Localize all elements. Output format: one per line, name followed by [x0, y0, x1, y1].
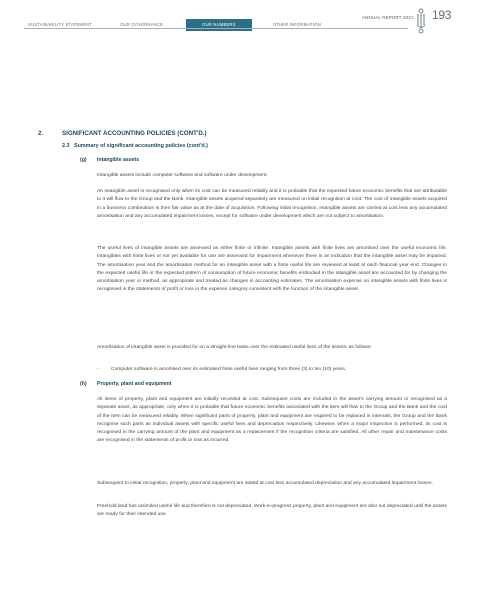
- nav-sustainability-statement[interactable]: SUSTAINABILITY STATEMENT: [28, 22, 93, 27]
- section-number: 2.: [38, 130, 44, 137]
- intangible-paragraph-4: Amortisation of intangible asset is provided for on a straight-line basis over the estimated useful lives of the assets, as follows:: [97, 345, 372, 350]
- bullet-dash: -: [97, 367, 99, 372]
- intangible-letter: (g): [80, 157, 87, 163]
- subsection-number: 2.3: [62, 143, 70, 149]
- ppe-paragraph-3: Freehold land has unlimited useful life and therefore is not depreciated. Work-in-progress property, plant and equipment are also not depreciated until the assets are ready for their intended use.: [97, 504, 447, 518]
- nav-other-information[interactable]: OTHER INFORMATION: [272, 22, 321, 27]
- intangible-paragraph-2: An intangible asset is recognised only when its cost can be measured reliably and it is probable that the expected future economic benefits that are attributable to it will flow to the Group and the Bank. Intangible assets acquired separately are measured on initial recognition at cost. The cost of intangible assets acquired in a business combination is their fair value as at the date of acquisition. Following initial recognition, intangible assets are carried at cost less any accumulated amortisation and any accumulated impairment losses, except for software under development which are not subject to amortisation.: [97, 189, 447, 219]
- nav-our-governance[interactable]: OUR GOVERNANCE: [120, 22, 164, 27]
- ppe-paragraph-2: Subsequent to initial recognition, property, plant and equipment are stated at cost less accumulated depreciation and any accumulated impairment losses.: [97, 481, 433, 486]
- report-title: ANNUAL REPORT 2021: [362, 15, 414, 20]
- bank-logo-icon: [415, 8, 427, 34]
- subsection-title: Summary of significant accounting policies (cont'd.): [74, 143, 208, 149]
- intangible-title: Intangible assets: [97, 157, 140, 163]
- intangible-paragraph-1: Intangible assets include computer software and software under development.: [97, 173, 268, 178]
- subsection-heading: [62, 143, 208, 149]
- amortisation-bullet: [97, 366, 346, 374]
- ppe-paragraph-1: All items of property, plant and equipment are initially recorded at cost. Subsequent costs are included in the asset's carrying amount or recognised as a separate asset, as appropriate, only when it is probable that future economic benefits associated with the item will flow to the Group and the Bank and the cost of the item can be measured reliably. When significant parts of property, plant and equipment are required to be replaced in intervals, the Group and the Bank recognise such parts as individual assets with specific useful lives and depreciation respectively. Likewise, when a major inspection is performed, its cost is recognised in the carrying amount of the plant and equipment as a replacement if the recognition criteria are satisfied. All other repair and maintenance costs are recognised in the statements of profit or loss as incurred.: [97, 397, 447, 444]
- ppe-title: Property, plant and equipment: [97, 381, 172, 387]
- header-divider: [24, 28, 408, 29]
- section-title: SIGNIFICANT ACCOUNTING POLICIES (CONT'D.): [62, 130, 207, 137]
- intangible-paragraph-3: The useful lives of intangible assets are assessed as either finite or infinite. Intangible assets with finite lives are amortised over the useful economic life. Intangibles with finite lives or not yet available for use are assessed for impairment whenever there is an indication that the intangible asset may be impaired. The amortisation year and the amortisation method for an intangible asset with a finite useful life are reviewed at least at each financial year end. Changes in the expected useful life or the expected pattern of consumption of future economic benefits embodied in the intangible asset are accounted for by changing the amortisation year or method, as appropriate and treated as changes in accounting estimates. The amortisation expense on intangible assets with finite lives is recognised in the statements of profit or loss in the expense category consistent with the function of the intangible asset.: [97, 246, 447, 293]
- ppe-letter: (h): [80, 381, 87, 387]
- section-heading: [38, 130, 207, 137]
- page-header: [0, 0, 480, 40]
- nav-our-numbers[interactable]: OUR NUMBERS: [186, 19, 252, 31]
- top-navigation: [28, 18, 344, 32]
- page-number: 193: [432, 8, 452, 22]
- bullet-text: Computer software is amortised over its estimated finite useful lives ranging from three (3) to ten (10) years.: [111, 367, 347, 372]
- ppe-heading: [80, 381, 172, 387]
- intangible-heading: [80, 157, 139, 163]
